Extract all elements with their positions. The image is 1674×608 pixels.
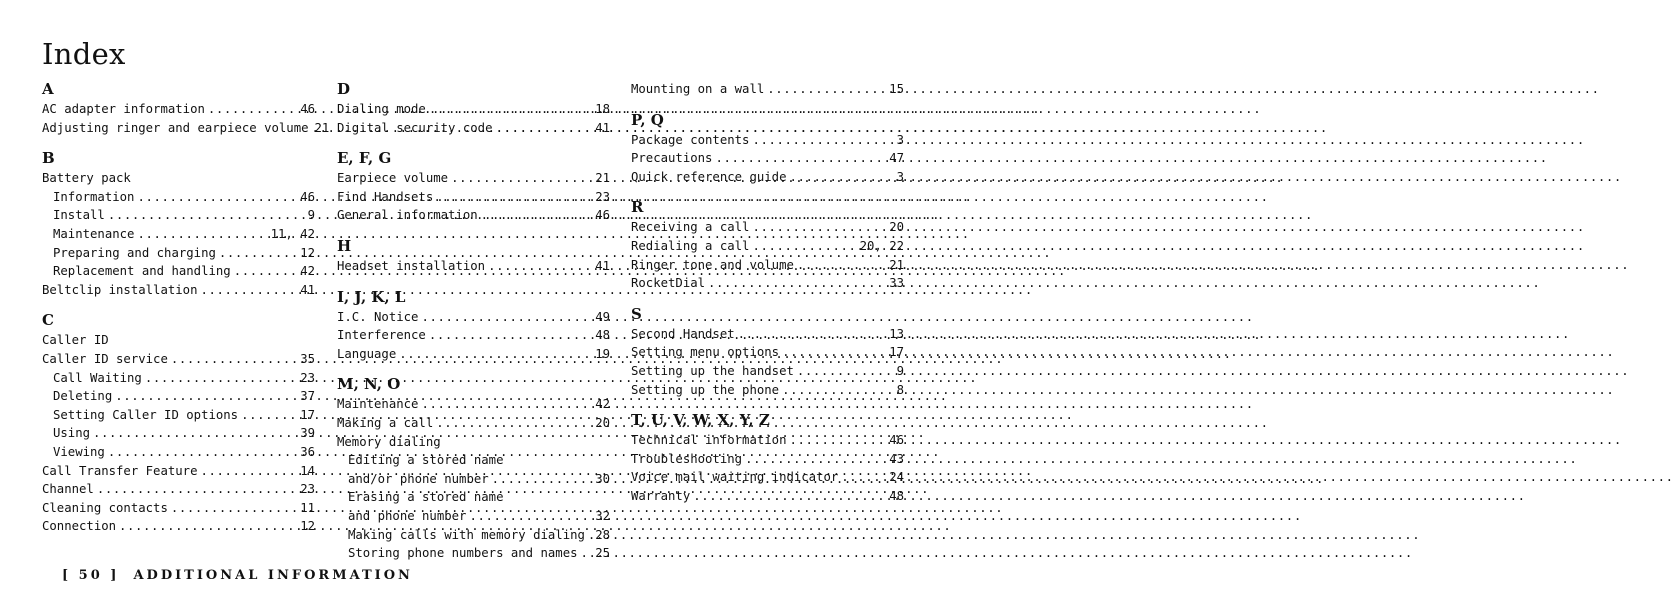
index-entry bbox=[337, 414, 610, 433]
dot-leader bbox=[231, 262, 301, 281]
index-entry bbox=[337, 169, 610, 188]
entry-page-number: 21 bbox=[595, 171, 610, 186]
index-entry bbox=[631, 256, 904, 275]
entry-page-number: 30 bbox=[595, 471, 610, 486]
entry-page-number: 21 bbox=[889, 257, 904, 272]
entry-page-number: 25 bbox=[595, 546, 610, 561]
entry-page-number: 3 bbox=[896, 169, 904, 184]
entry-page-number: 23 bbox=[300, 370, 315, 385]
section-heading: T, U, V, W, X, Y, Z bbox=[631, 411, 770, 430]
section-heading: C bbox=[42, 311, 54, 330]
entry-label: Setting menu options bbox=[631, 345, 780, 360]
index-section bbox=[337, 237, 610, 276]
entry-label: RocketDial bbox=[631, 276, 706, 291]
entry-page-number: 11 bbox=[300, 500, 315, 515]
entry-label: Digital security code bbox=[337, 120, 493, 135]
dot-leader bbox=[426, 326, 595, 345]
section-heading: E, F, G bbox=[337, 149, 392, 168]
entry-page-number: 17 bbox=[889, 345, 904, 360]
entry-label: Redialing a call bbox=[631, 238, 750, 253]
dot-leader bbox=[466, 507, 595, 526]
index-subentry bbox=[337, 544, 610, 563]
index-entry bbox=[631, 131, 904, 150]
entry-page-number: 23 bbox=[595, 189, 610, 204]
dot-leader bbox=[426, 100, 595, 119]
index-entry bbox=[337, 257, 610, 276]
index-subentry bbox=[42, 188, 315, 207]
index-section bbox=[337, 288, 610, 364]
dot-leader bbox=[578, 544, 596, 563]
entry-label: Connection bbox=[42, 519, 117, 534]
entry-page-number: 12 bbox=[300, 245, 315, 260]
entry-label: Erasing a stored name bbox=[348, 490, 504, 505]
entry-page-number: 13 bbox=[889, 326, 904, 341]
entry-page-number: 24 bbox=[889, 470, 904, 485]
entry-label: Ringer tone and volume bbox=[631, 257, 794, 272]
dot-leader bbox=[197, 281, 300, 300]
index-subentry bbox=[337, 488, 610, 507]
entry-label: Mounting on a wall bbox=[631, 82, 765, 96]
entry-page-number: 8 bbox=[896, 382, 904, 397]
dot-leader bbox=[216, 244, 300, 263]
index-column-1 bbox=[42, 80, 330, 536]
index-entry bbox=[631, 325, 904, 344]
dot-leader bbox=[786, 431, 889, 450]
dot-leader bbox=[749, 218, 889, 237]
dot-leader bbox=[794, 362, 897, 381]
dot-leader bbox=[433, 188, 595, 207]
dot-leader bbox=[448, 169, 595, 188]
index-entry bbox=[631, 381, 904, 400]
footer-section-name: ADDITIONAL INFORMATION bbox=[133, 568, 413, 583]
entry-label: I.C. Notice bbox=[337, 309, 419, 324]
dot-leader bbox=[764, 80, 889, 99]
index-section bbox=[631, 411, 904, 505]
entry-label: Editing a stored name bbox=[348, 453, 504, 468]
index-entry bbox=[631, 149, 904, 168]
entry-page-number: 47 bbox=[889, 151, 904, 166]
index-entry bbox=[337, 326, 610, 345]
entry-label: Viewing bbox=[53, 444, 105, 459]
section-heading: H bbox=[337, 236, 352, 255]
index-subentry bbox=[42, 262, 315, 281]
dot-leader bbox=[749, 131, 896, 150]
dot-leader bbox=[690, 487, 889, 506]
dot-leader bbox=[418, 395, 595, 414]
dot-leader bbox=[712, 149, 889, 168]
entry-label: Caller ID bbox=[42, 333, 109, 348]
section-heading: D bbox=[337, 80, 351, 98]
dot-leader bbox=[116, 517, 300, 536]
entry-page-number: 32 bbox=[595, 508, 610, 523]
index-entry bbox=[631, 468, 904, 487]
index-entry bbox=[631, 274, 904, 293]
section-heading: B bbox=[42, 149, 55, 168]
index-section bbox=[337, 375, 610, 562]
entry-page-number: 42 bbox=[595, 397, 610, 412]
entry-label: Precautions bbox=[631, 151, 713, 166]
entry-label: Call Transfer Feature bbox=[42, 463, 198, 478]
dot-leader bbox=[197, 462, 300, 481]
entry-label: Call Waiting bbox=[53, 370, 142, 385]
dot-leader bbox=[489, 470, 596, 489]
entry-label: AC adapter information bbox=[42, 102, 205, 116]
index-section bbox=[42, 311, 315, 536]
index-entry bbox=[337, 100, 610, 119]
dot-leader bbox=[142, 369, 300, 388]
index-entry bbox=[337, 433, 610, 452]
index-section bbox=[631, 305, 904, 399]
dot-leader bbox=[794, 256, 889, 275]
index-entry bbox=[631, 431, 904, 450]
entry-label: Preparing and charging bbox=[53, 245, 216, 260]
entry-page-number: 33 bbox=[889, 276, 904, 291]
index-entry bbox=[337, 188, 610, 207]
index-entry bbox=[42, 462, 315, 481]
dot-leader bbox=[90, 424, 300, 443]
index-subentry bbox=[337, 507, 610, 526]
index-subentry bbox=[42, 387, 315, 406]
index-section bbox=[631, 111, 904, 187]
index-entry bbox=[631, 343, 904, 362]
entry-label: Install bbox=[53, 208, 105, 223]
entry-label: Maintenance bbox=[53, 226, 135, 241]
dot-leader bbox=[585, 526, 595, 545]
entry-page-number: 49 bbox=[595, 309, 610, 324]
dot-leader bbox=[94, 480, 300, 499]
entry-page-number: 15 bbox=[889, 82, 904, 96]
index-entry bbox=[631, 237, 904, 256]
index-entry bbox=[42, 331, 315, 350]
section-heading: S bbox=[631, 304, 642, 323]
entry-label: Second Handset bbox=[631, 326, 735, 341]
entry-page-number: 46 bbox=[595, 208, 610, 223]
entry-label: Maintenance bbox=[337, 397, 419, 412]
entry-label: Storing phone numbers and names bbox=[348, 546, 578, 561]
index-entry bbox=[42, 350, 315, 369]
index-section bbox=[631, 80, 904, 99]
dot-leader bbox=[779, 343, 889, 362]
entry-page-number: 42 bbox=[300, 264, 315, 279]
dot-leader bbox=[735, 325, 890, 344]
entry-page-number: 39 bbox=[300, 426, 315, 441]
index-section bbox=[337, 149, 610, 225]
entry-page-number: 37 bbox=[300, 389, 315, 404]
index-entry bbox=[42, 100, 315, 119]
index-subentry bbox=[42, 443, 315, 462]
entry-label: Using bbox=[53, 426, 91, 441]
index-entry bbox=[42, 499, 315, 518]
dot-leader bbox=[749, 237, 859, 256]
dot-leader bbox=[705, 274, 889, 293]
entry-label: Making a call bbox=[337, 415, 434, 430]
entry-label: Dialing mode bbox=[337, 102, 426, 116]
entry-page-number: 21 bbox=[314, 120, 330, 135]
index-entry bbox=[631, 362, 904, 381]
dot-leader bbox=[838, 468, 889, 487]
index-subentry bbox=[42, 225, 315, 244]
page-footer bbox=[62, 567, 413, 585]
entry-page-number: 12 bbox=[300, 519, 315, 534]
index-entry bbox=[337, 395, 610, 414]
dot-leader bbox=[168, 499, 300, 518]
index-subentry bbox=[337, 470, 610, 489]
index-section bbox=[42, 149, 315, 299]
entry-label: Technical information bbox=[631, 433, 787, 448]
index-entry bbox=[42, 517, 315, 536]
entry-label: Replacement and handling bbox=[53, 264, 231, 279]
entry-page-number: 9 bbox=[307, 208, 315, 223]
entry-page-number: 48 bbox=[889, 488, 904, 503]
dot-leader bbox=[433, 414, 595, 433]
index-section bbox=[337, 80, 610, 137]
entry-page-number: 18 bbox=[595, 102, 610, 116]
entry-label: Receiving a call bbox=[631, 220, 750, 235]
page-title: Index bbox=[42, 37, 126, 71]
entry-page-number: 36 bbox=[300, 444, 315, 459]
entry-page-number: 20 bbox=[889, 220, 904, 235]
entry-label: Troubleshooting bbox=[631, 451, 743, 466]
entry-label: Deleting bbox=[53, 389, 113, 404]
dot-leader bbox=[238, 406, 300, 425]
entry-label: Find Handsets bbox=[337, 189, 434, 204]
index-section bbox=[631, 198, 904, 292]
entry-page-number: 11, 42 bbox=[270, 226, 315, 241]
entry-label: Making calls with memory dialing bbox=[348, 527, 585, 542]
entry-page-number: 46 bbox=[300, 102, 315, 116]
index-subentry bbox=[42, 424, 315, 443]
index-entry bbox=[42, 119, 330, 138]
entry-label: Setting Caller ID options bbox=[53, 407, 239, 422]
section-heading: R bbox=[631, 198, 644, 217]
entry-label: Headset installation bbox=[337, 258, 486, 273]
footer-page-number: [ 50 ] bbox=[62, 568, 120, 583]
index-entry bbox=[42, 480, 315, 499]
entry-page-number: 41 bbox=[300, 282, 315, 297]
dot-leader bbox=[779, 381, 897, 400]
entry-label: and phone number bbox=[348, 508, 467, 523]
index-entry bbox=[631, 450, 904, 469]
dot-leader bbox=[205, 100, 300, 119]
section-heading: A bbox=[42, 80, 54, 98]
dot-leader bbox=[396, 345, 595, 364]
index-entry bbox=[337, 345, 610, 364]
entry-page-number: 28 bbox=[595, 527, 610, 542]
entry-label: Caller ID service bbox=[42, 351, 168, 366]
entry-page-number: 43 bbox=[889, 451, 904, 466]
index-entry bbox=[337, 206, 610, 225]
dot-leader bbox=[168, 350, 300, 369]
index-subentry bbox=[337, 451, 610, 470]
index-subentry bbox=[337, 526, 610, 545]
dot-leader bbox=[485, 257, 595, 276]
section-heading: P, Q bbox=[631, 110, 664, 129]
entry-page-number: 9 bbox=[896, 363, 904, 378]
entry-label: Information bbox=[53, 189, 135, 204]
entry-label: Adjusting ringer and earpiece volume bbox=[42, 120, 309, 135]
index-subentry bbox=[42, 369, 315, 388]
index-entry bbox=[337, 308, 610, 327]
dot-leader bbox=[492, 119, 595, 138]
entry-page-number: 48 bbox=[595, 328, 610, 343]
entry-label: Voice mail waiting indicator bbox=[631, 470, 839, 485]
dot-leader bbox=[742, 450, 889, 469]
dot-leader bbox=[786, 168, 896, 187]
index-column-2 bbox=[337, 80, 610, 563]
entry-label: Beltclip installation bbox=[42, 282, 198, 297]
index-entry bbox=[42, 281, 315, 300]
entry-page-number: 3 bbox=[896, 132, 904, 147]
entry-page-number: 17 bbox=[300, 407, 315, 422]
index-subentry bbox=[42, 244, 315, 263]
entry-label: Battery pack bbox=[42, 171, 131, 186]
dot-leader bbox=[418, 308, 595, 327]
index-entry bbox=[631, 487, 904, 506]
section-heading: M, N, O bbox=[337, 375, 401, 394]
entry-label: General information bbox=[337, 208, 478, 223]
entry-label: Cleaning contacts bbox=[42, 500, 168, 515]
index-entry bbox=[631, 168, 904, 187]
entry-page-number: 46 bbox=[300, 189, 315, 204]
index-entry bbox=[631, 80, 904, 99]
entry-page-number: 46 bbox=[889, 433, 904, 448]
entry-label: Channel bbox=[42, 482, 94, 497]
entry-label: Interference bbox=[337, 328, 426, 343]
index-section bbox=[42, 80, 330, 137]
index-entry bbox=[631, 218, 904, 237]
entry-label: Package contents bbox=[631, 132, 750, 147]
entry-label: Setting up the handset bbox=[631, 363, 794, 378]
index-subentry bbox=[42, 206, 315, 225]
entry-page-number: 41 bbox=[595, 258, 610, 273]
dot-leader bbox=[105, 206, 308, 225]
entry-label: Setting up the phone bbox=[631, 382, 780, 397]
entry-page-number: 35 bbox=[300, 351, 315, 366]
index-column-3 bbox=[631, 80, 904, 506]
entry-label: and/or phone number bbox=[348, 471, 489, 486]
entry-page-number: 20 bbox=[595, 415, 610, 430]
dot-leader bbox=[134, 188, 300, 207]
entry-page-number: 19 bbox=[595, 346, 610, 361]
entry-label: Earpiece volume bbox=[337, 171, 449, 186]
entry-page-number: 20, 22 bbox=[859, 238, 904, 253]
section-heading: I, J, K, L bbox=[337, 287, 406, 306]
dot-leader bbox=[112, 387, 300, 406]
entry-label: Memory dialing bbox=[337, 434, 441, 449]
dot-leader bbox=[478, 206, 596, 225]
entry-page-number: 41 bbox=[595, 120, 610, 135]
entry-label: Quick reference guide bbox=[631, 169, 787, 184]
entry-label: Warranty bbox=[631, 488, 691, 503]
index-entry bbox=[337, 119, 610, 138]
entry-page-number: 23 bbox=[300, 482, 315, 497]
index-entry bbox=[42, 169, 315, 188]
entry-page-number: 14 bbox=[300, 463, 315, 478]
index-subentry bbox=[42, 406, 315, 425]
dot-leader bbox=[105, 443, 300, 462]
entry-label: Language bbox=[337, 346, 397, 361]
dot-leader bbox=[134, 225, 270, 244]
